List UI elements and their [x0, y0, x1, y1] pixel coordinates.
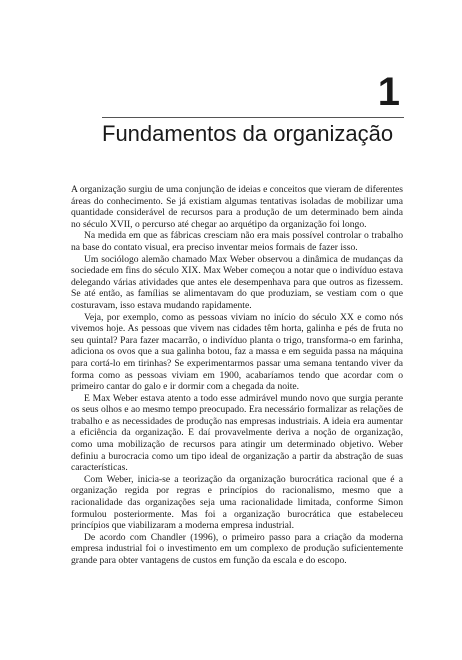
chapter-rule [102, 117, 404, 118]
paragraph: De acordo com Chandler (1996), o primeiro passo para a criação da moderna empresa industrial foi o investimento em um complexo de produção suficientemente grande para obter vantagens de custos em função da escala e do escopo. [71, 531, 403, 566]
paragraph: Na medida em que as fábricas cresciam não era mais possível controlar o trabalho na base do contato visual, era preciso inventar meios formais de fazer isso. [71, 230, 403, 253]
chapter-title: Fundamentos da organização [102, 121, 394, 146]
chapter-number: 1 [377, 70, 400, 114]
paragraph: Com Weber, inicia-se a teorização da organização burocrática racional que é a organização regida por regras e princípios do racionalismo, mesmo que a racionalidade das organizações seja uma racionalidade limitada, conforme Simon formulou posteriormente. Mas foi a organização burocrática que estabeleceu princípios que viabilizaram a moderna empresa industrial. [71, 473, 403, 532]
body-text [71, 184, 403, 567]
paragraph: E Max Weber estava atento a todo esse admirável mundo novo que surgia perante os seus olhos e ao mesmo tempo preocupado. Era necessário formalizar as relações de trabalho e as necessidades de produção nas empresas industriais. A ideia era aumentar a eficiência da organização. E daí provavelmente deriva a noção de organização, como uma mobilização de recursos para atingir um determinado objetivo. Weber definiu a burocracia como um tipo ideal de organização a partir da abstração de suas características. [71, 392, 403, 474]
paragraph: Veja, por exemplo, como as pessoas viviam no início do século XX e como nós vivemos hoje. As pessoas que vivem nas cidades têm horta, galinha e pés de fruta no seu quintal? Para fazer macarrão, o indivíduo planta o trigo, transforma-o em farinha, adiciona os ovos que a sua galinha botou, faz a massa e em seguida passa na máquina para cortá-lo em tirinhas? Se experimentarmos passar uma semana tentando viver da forma como as pessoas viviam em 1900, acabaríamos tendo que acordar com o primeiro cantar do galo e ir dormir com a chegada da noite. [71, 311, 403, 393]
paragraph: Um sociólogo alemão chamado Max Weber observou a dinâmica de mudanças da sociedade em fins do século XIX. Max Weber começou a notar que o indivíduo estava delegando várias atividades que antes ele desempenhava para que outros as fizessem. Se até então, as famílias se alimentavam do que produziam, se vestiam com o que costuravam, isso estava mudando rapidamente. [71, 253, 403, 311]
paragraph: A organização surgiu de uma conjunção de ideias e conceitos que vieram de diferentes áreas do conhecimento. Se já existiam algumas tentativas isoladas de mobilizar uma quantidade considerável de recursos para a produção de um determinado bem ainda no século XVII, o percurso até chegar ao arquétipo da organização foi longo. [71, 184, 403, 230]
